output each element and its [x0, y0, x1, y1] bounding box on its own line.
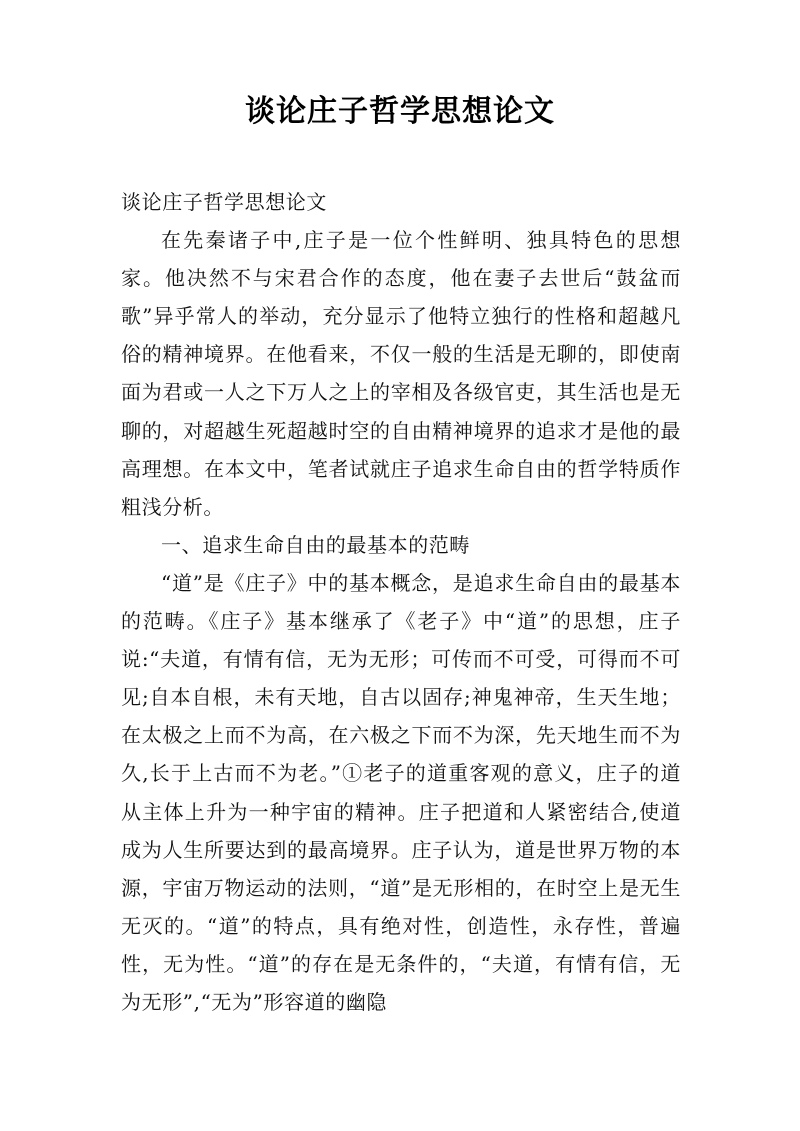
section-paragraph: “道”是《庄子》中的基本概念，是追求生命自由的最基本的范畴。《庄子》基本继承了《老子》中“道”的思想，庄子说:“夫道，有情有信，无为无形；可传而不可受，可得而不可见;自本自根，未有天地，自古以固存;神鬼神帝，生天生地；在太极之上而不为高，在六极之下而不为深，先天地生而不为久,长于上古而不为老。”①老子的道重客观的意义，庄子的道从主体上升为一种宇宙的精神。庄子把道和人紧密结合,使道成为人生所要达到的最高境界。庄子认为，道是世界万物的本源，宇宙万物运动的法则，“道”是无形相的，在时空上是无生无灭的。“道”的特点，具有绝对性，创造性，永存性，普遍性，无为性。“道”的存在是无条件的，“夫道，有情有信，无为无形”,“无为”形容道的幽隐 — [121, 570, 681, 1014]
section-heading: 一、追求生命自由的最基本的范畴 — [161, 532, 470, 557]
document-body — [121, 183, 681, 1021]
document-title: 谈论庄子哲学思想论文 — [245, 94, 555, 129]
intro-paragraph: 在先秦诸子中,庄子是一位个性鲜明、独具特色的思想家。他决然不与宋君合作的态度，他在妻子去世后“鼓盆而歌”异乎常人的举动，充分显示了他特立独行的性格和超越凡俗的精神境界。在他看来，不仅一般的生活是无聊的，即使南面为君或一人之下万人之上的宰相及各级官吏，其生活也是无聊的，对超越生死超越时空的自由精神境界的追求才是他的最高理想。在本文中，笔者试就庄子追求生命自由的哲学特质作粗浅分析。 — [121, 228, 681, 519]
document-subtitle: 谈论庄子哲学思想论文 — [121, 190, 327, 214]
